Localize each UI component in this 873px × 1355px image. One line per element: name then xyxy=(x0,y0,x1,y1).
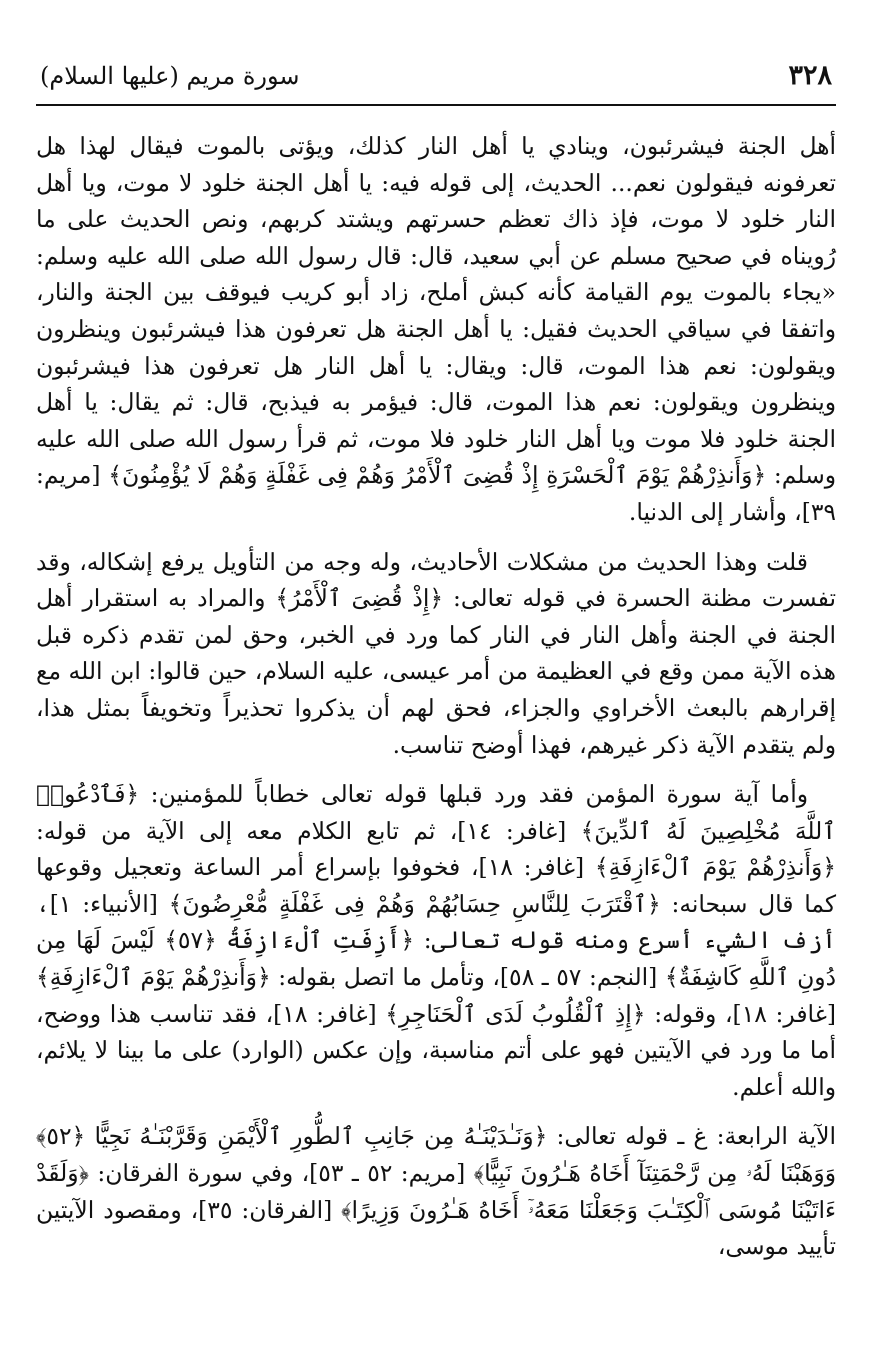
paragraph-commentary: قلت وهذا الحديث من مشكلات الأحاديث، وله وجه من التأويل يرفع إشكاله، وقد تفسرت مظنة الحسرة في قوله تعالى: ﴿إِذْ قُضِىَ ٱلْأَمْرُ﴾ والمراد به استقرار أهل الجنة في الجنة وأهل النار في النار كما ورد في الخبر، وحق لمن تقدم ذكره قبل هذه الآية ممن وقع في العظيمة من أمر عيسى، عليه السلام، حين قالوا: ابن الله مع إقرارهم بالبعث الأخراوي والجزاء، فحق لهم أن يذكروا تحذيراً وتخويفاً بمثل هذا، ولم يتقدم الآية ذكر غيرهم، فهذا أوضح تناسب. xyxy=(36,547,836,759)
page-header xyxy=(36,52,836,106)
book-page xyxy=(36,52,836,1342)
running-title: سورة مريم (عليها السلام) xyxy=(40,62,300,90)
body-text xyxy=(36,128,836,1265)
paragraph-surat-al-mumin: وأما آية سورة المؤمن فقد ورد قبلها قوله تعالى خطاباً للمؤمنين: ﴿فَٱدْعُوا۟ ٱللَّهَ مُخْلِصِينَ لَهُ ٱلدِّينَ﴾ [غافر: ١٤]، ثم تابع الكلام معه إلى الآية من قوله: ﴿وَأَنذِرْهُمْ يَوْمَ ٱلْءَازِفَةِ﴾ [غافر: ١٨]، فخوفوا بإسراع أمر الساعة وتعجيل وقوعها كما قال سبحانه: ﴿ٱقْتَرَبَ لِلنَّاسِ حِسَابُهُمْ وَهُمْ فِى غَفْلَةٍ مُّعْرِضُونَ﴾ [الأنبياء: ١]، أزف الشيء أسرع ومنه قوله تعالى: ﴿أَزِفَتِ ٱلْءَازِفَةُ ﴿٥٧﴾ لَيْسَ لَهَا مِن دُونِ ٱللَّهِ كَاشِفَةٌ﴾ [النجم: ٥٧ ـ ٥٨]، وتأمل ما اتصل بقوله: ﴿وَأَنذِرْهُمْ يَوْمَ ٱلْءَازِفَةِ﴾ [غافر: ١٨]، وقوله: ﴿إِذِ ٱلْقُلُوبُ لَدَى ٱلْحَنَاجِرِ﴾ [غافر: ١٨]، فقد تناسب هذا ووضح، أما ما ورد في الآيتين فهو على أتم مناسبة، وإن عكس (الوارد) على ما بينا لا يلائم، والله أعلم. xyxy=(36,780,836,1101)
paragraph-fourth-verse: الآية الرابعة: غ ـ قوله تعالى: ﴿وَنَـٰدَيْنَـٰهُ مِن جَانِبِ ٱلطُّورِ ٱلْأَيْمَنِ وَقَرَّبْنَـٰهُ نَجِيًّا ﴿٥٢﴾ وَوَهَبْنَا لَهُۥ مِن رَّحْمَتِنَآ أَخَاهُ هَـٰرُونَ نَبِيًّا﴾ [مريم: ٥٢ ـ ٥٣]، وفي سورة الفرقان: ﴿وَلَقَدْ ءَاتَيْنَا مُوسَى ٱلْكِتَـٰبَ وَجَعَلْنَا مَعَهُۥٓ أَخَاهُ هَـٰرُونَ وَزِيرًا﴾ [الفرقان: ٣٥]، ومقصود الآيتين تأييد موسى، xyxy=(36,1122,836,1261)
paragraph-hadith: أهل الجنة فيشرئبون، وينادي يا أهل النار كذلك، ويؤتى بالموت فيقال لهذا هل تعرفونه فيقولون نعم... الحديث، إلى قوله فيه: يا أهل الجنة خلود لا موت، ويا أهل النار خلود لا موت، فإذ ذاك تعظم حسرتهم ويشتد كربهم، ونص الحديث على ما رُويناه في صحيح مسلم عن أبي سعيد، قال: قال رسول الله صلى الله عليه وسلم: «يجاء بالموت يوم القيامة كأنه كبش أملح، زاد أبو كريب فيوقف بين الجنة والنار، واتفقا في سياقي الحديث فقيل: يا أهل الجنة هل تعرفون هذا فيشرئبون وينظرون ويقولون: نعم هذا الموت، قال: ويقال: يا أهل النار هل تعرفون هذا فيشرئبون وينظرون ويقولون: نعم هذا الموت، قال: فيؤمر به فيذبح، قال: ثم يقال: يا أهل الجنة خلود فلا موت ويا أهل النار خلود فلا موت، ثم قرأ رسول الله صلى الله عليه وسلم: ﴿وَأَنذِرْهُمْ يَوْمَ ٱلْحَسْرَةِ إِذْ قُضِىَ ٱلْأَمْرُ وَهُمْ فِى غَفْلَةٍ وَهُمْ لَا يُؤْمِنُونَ﴾ [مريم: ٣٩]، وأشار إلى الدنيا. xyxy=(36,132,836,526)
page-number: ٣٢٨ xyxy=(788,60,832,91)
